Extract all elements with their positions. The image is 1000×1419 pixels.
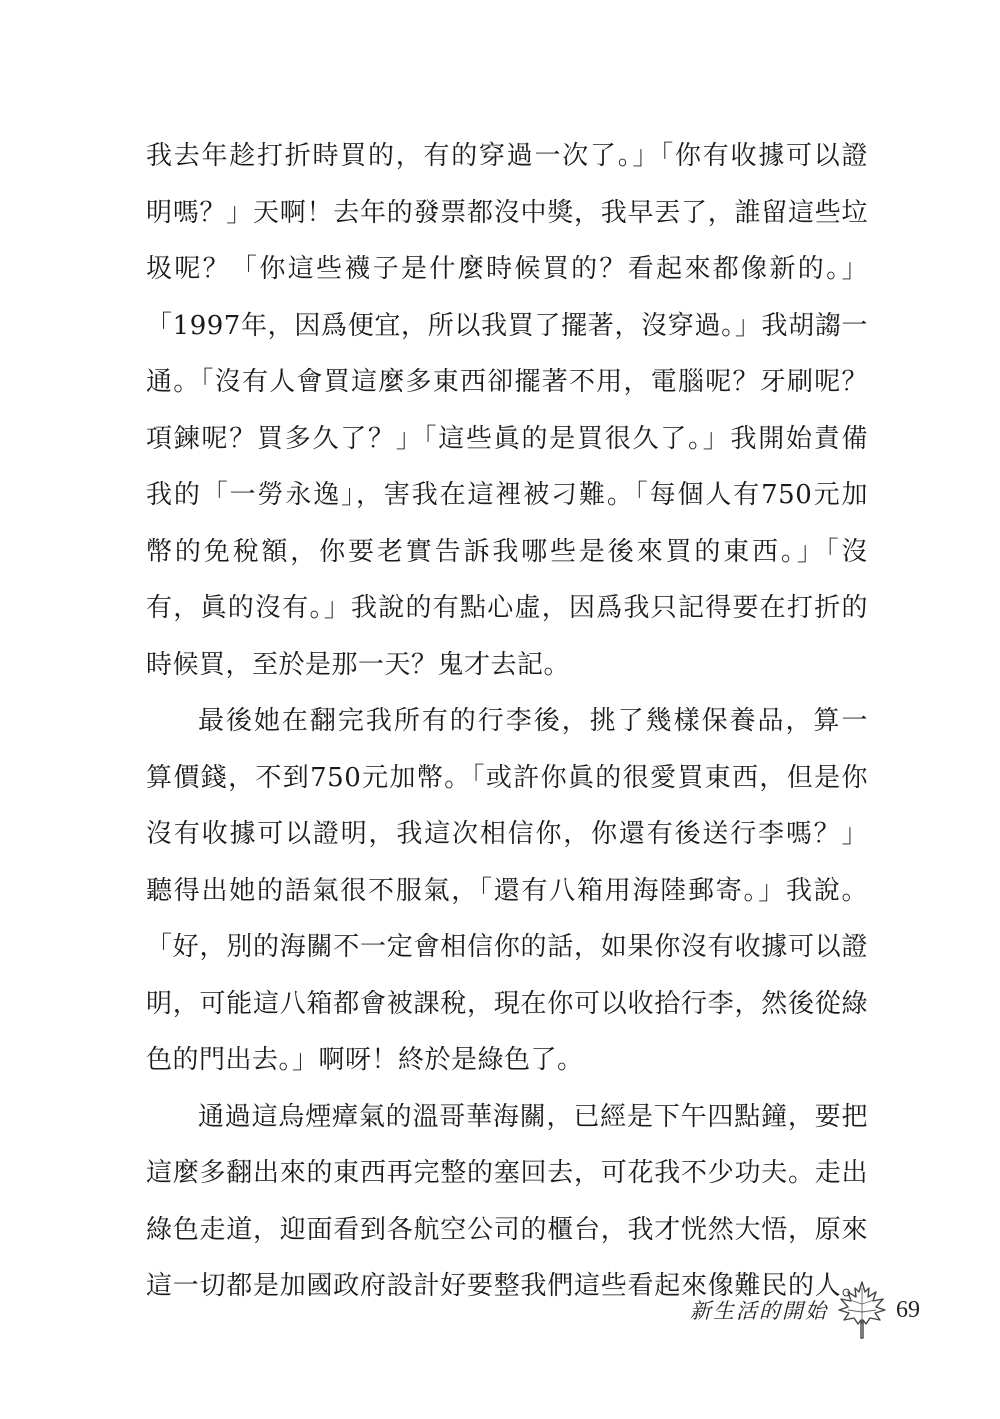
running-title: 新生活的開始	[690, 1299, 828, 1323]
text-line: 幣的免稅額，你要老實告訴我哪些是後來買的東西。」「沒	[146, 536, 868, 567]
body-text	[146, 128, 868, 1315]
text-line: 「好，別的海關不一定會相信你的話，如果你沒有收據可以證	[146, 932, 868, 962]
text-line: 色的門出去。」啊呀！終於是綠色了。	[146, 1045, 584, 1075]
text-line: 明嗎？」天啊！去年的發票都沒中獎，我早丟了，誰留這些垃	[146, 197, 868, 228]
text-line: 聽得出她的語氣很不服氣，「還有八箱用海陸郵寄。」我說。	[146, 875, 868, 906]
maple-leaf-icon	[836, 1280, 888, 1340]
text-line: 時候買，至於是那一天？鬼才去記。	[146, 649, 571, 680]
text-line: 沒有收據可以證明，我這次相信你，你還有後送行李嗎？」	[146, 819, 868, 849]
text-line: 綠色走道，迎面看到各航空公司的櫃台，我才恍然大悟，原來	[146, 1214, 868, 1245]
text-line: 「1997年，因爲便宜，所以我買了擺著，沒穿過。」我胡謅一	[146, 310, 868, 341]
text-line: 我的「一勞永逸」，害我在這裡被刁難。「每個人有750元加	[146, 480, 868, 510]
page-footer	[690, 1280, 920, 1340]
text-line: 算價錢，不到750元加幣。「或許你眞的很愛買東西，但是你	[146, 762, 868, 793]
text-line: 有，眞的沒有。」我說的有點心虛，因爲我只記得要在打折的	[146, 593, 868, 623]
text-line: 圾呢？「你這些襪子是什麼時候買的？看起來都像新的。」	[146, 254, 868, 284]
text-line: 這一切都是加國政府設計好要整我們這些看起來像難民的人。	[146, 1271, 868, 1301]
page-number: 69	[896, 1296, 920, 1323]
text-line: 通過這烏煙瘴氣的溫哥華海關，已經是下午四點鐘，要把	[198, 1101, 868, 1132]
text-line: 通。「沒有人會買這麼多東西卻擺著不用，電腦呢？牙刷呢？	[146, 367, 868, 397]
text-line: 最後她在翻完我所有的行李後，挑了幾樣保養品，算一	[198, 706, 868, 736]
text-line: 明，可能這八箱都會被課稅，現在你可以收拾行李，然後從綠	[146, 988, 868, 1019]
text-line: 項鍊呢？買多久了？」「這些眞的是買很久了。」我開始責備	[146, 423, 868, 454]
text-line: 我去年趁打折時買的，有的穿過一次了。」「你有收據可以證	[146, 141, 868, 171]
text-line: 這麼多翻出來的東西再完整的塞回去，可花我不少功夫。走出	[146, 1158, 868, 1188]
